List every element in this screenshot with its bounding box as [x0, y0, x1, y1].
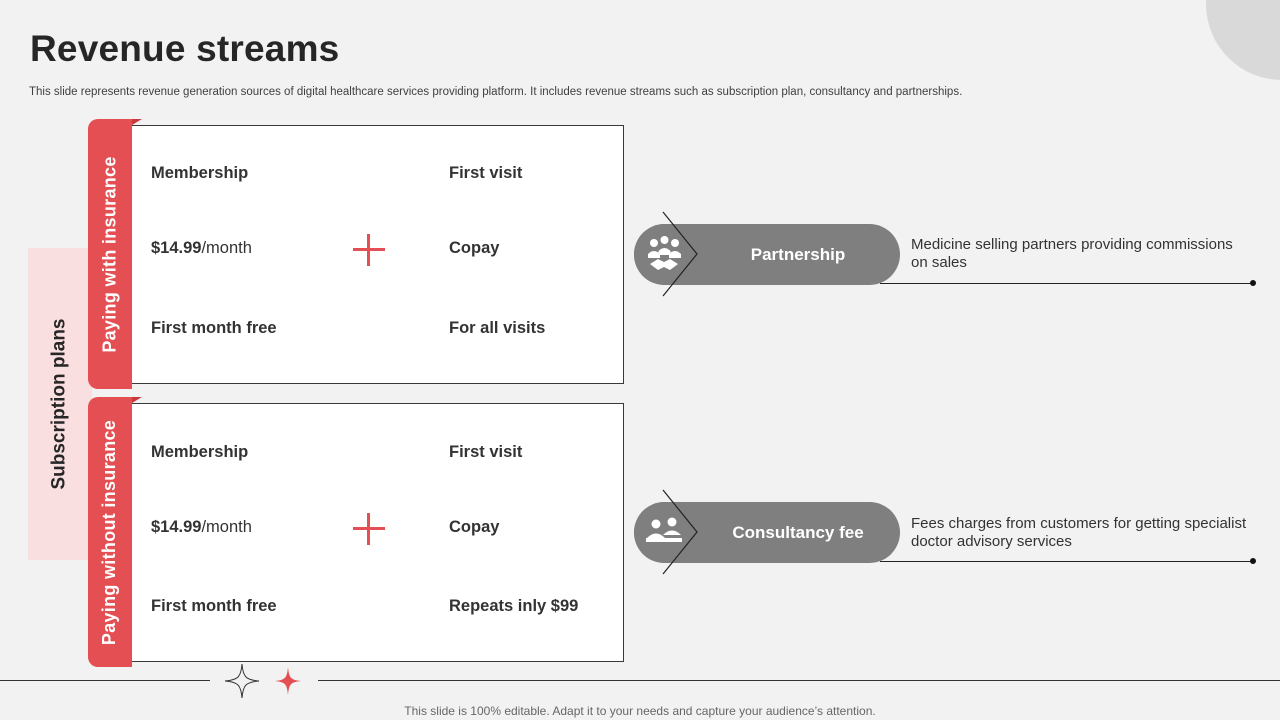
connector-dot	[1250, 558, 1256, 564]
partnership-description: Medicine selling partners providing commissions on sales	[911, 236, 1233, 271]
chevron-right-icon	[662, 211, 698, 297]
tab-label: Paying with insurance	[99, 155, 120, 353]
tab-label: Paying without insurance	[99, 419, 120, 645]
first-visit-label: First visit	[449, 443, 523, 461]
connector-dot	[1250, 280, 1256, 286]
membership-price: $14.99/month	[151, 239, 252, 257]
tab-paying-without-insurance	[88, 397, 132, 667]
bottom-divider	[318, 680, 1280, 681]
bottom-divider	[0, 680, 210, 681]
slide-footer: This slide is 100% editable. Adapt it to your needs and capture your audience’s attention.	[404, 704, 876, 718]
decorative-circle	[1206, 0, 1280, 80]
visit-note: For all visits	[449, 319, 546, 337]
copay-label: Copay	[449, 239, 500, 257]
slide-title: Revenue streams	[30, 28, 340, 69]
tab-paying-with-insurance	[88, 119, 132, 389]
membership-price: $14.99/month	[151, 518, 252, 536]
subscription-plans-text: Subscription plans	[49, 318, 70, 490]
subscription-plans-label	[28, 248, 92, 560]
plus-icon	[353, 234, 385, 266]
copay-label: Copay	[449, 518, 500, 536]
consultancy-description: Fees charges from customers for getting specialist doctor advisory services	[911, 515, 1247, 550]
offer-label: First month free	[151, 319, 277, 337]
membership-label: Membership	[151, 443, 249, 461]
slide-subtitle: This slide represents revenue generation sources of digital healthcare services providing platform. It includes revenue streams such as subscription plan, consultancy and partnerships.	[29, 86, 963, 98]
membership-label: Membership	[151, 164, 249, 182]
plus-icon	[353, 513, 385, 545]
connector-line	[880, 283, 1252, 284]
first-visit-label: First visit	[449, 164, 523, 182]
offer-label: First month free	[151, 597, 277, 615]
consultancy-label: Consultancy fee	[732, 522, 864, 542]
sparkle-outline-icon	[224, 663, 260, 699]
sparkle-filled-icon	[274, 666, 302, 696]
repeat-visit-note: Repeats inly $99	[449, 597, 579, 615]
partnership-label: Partnership	[750, 244, 846, 264]
chevron-right-icon	[662, 489, 698, 575]
connector-line	[880, 561, 1252, 562]
